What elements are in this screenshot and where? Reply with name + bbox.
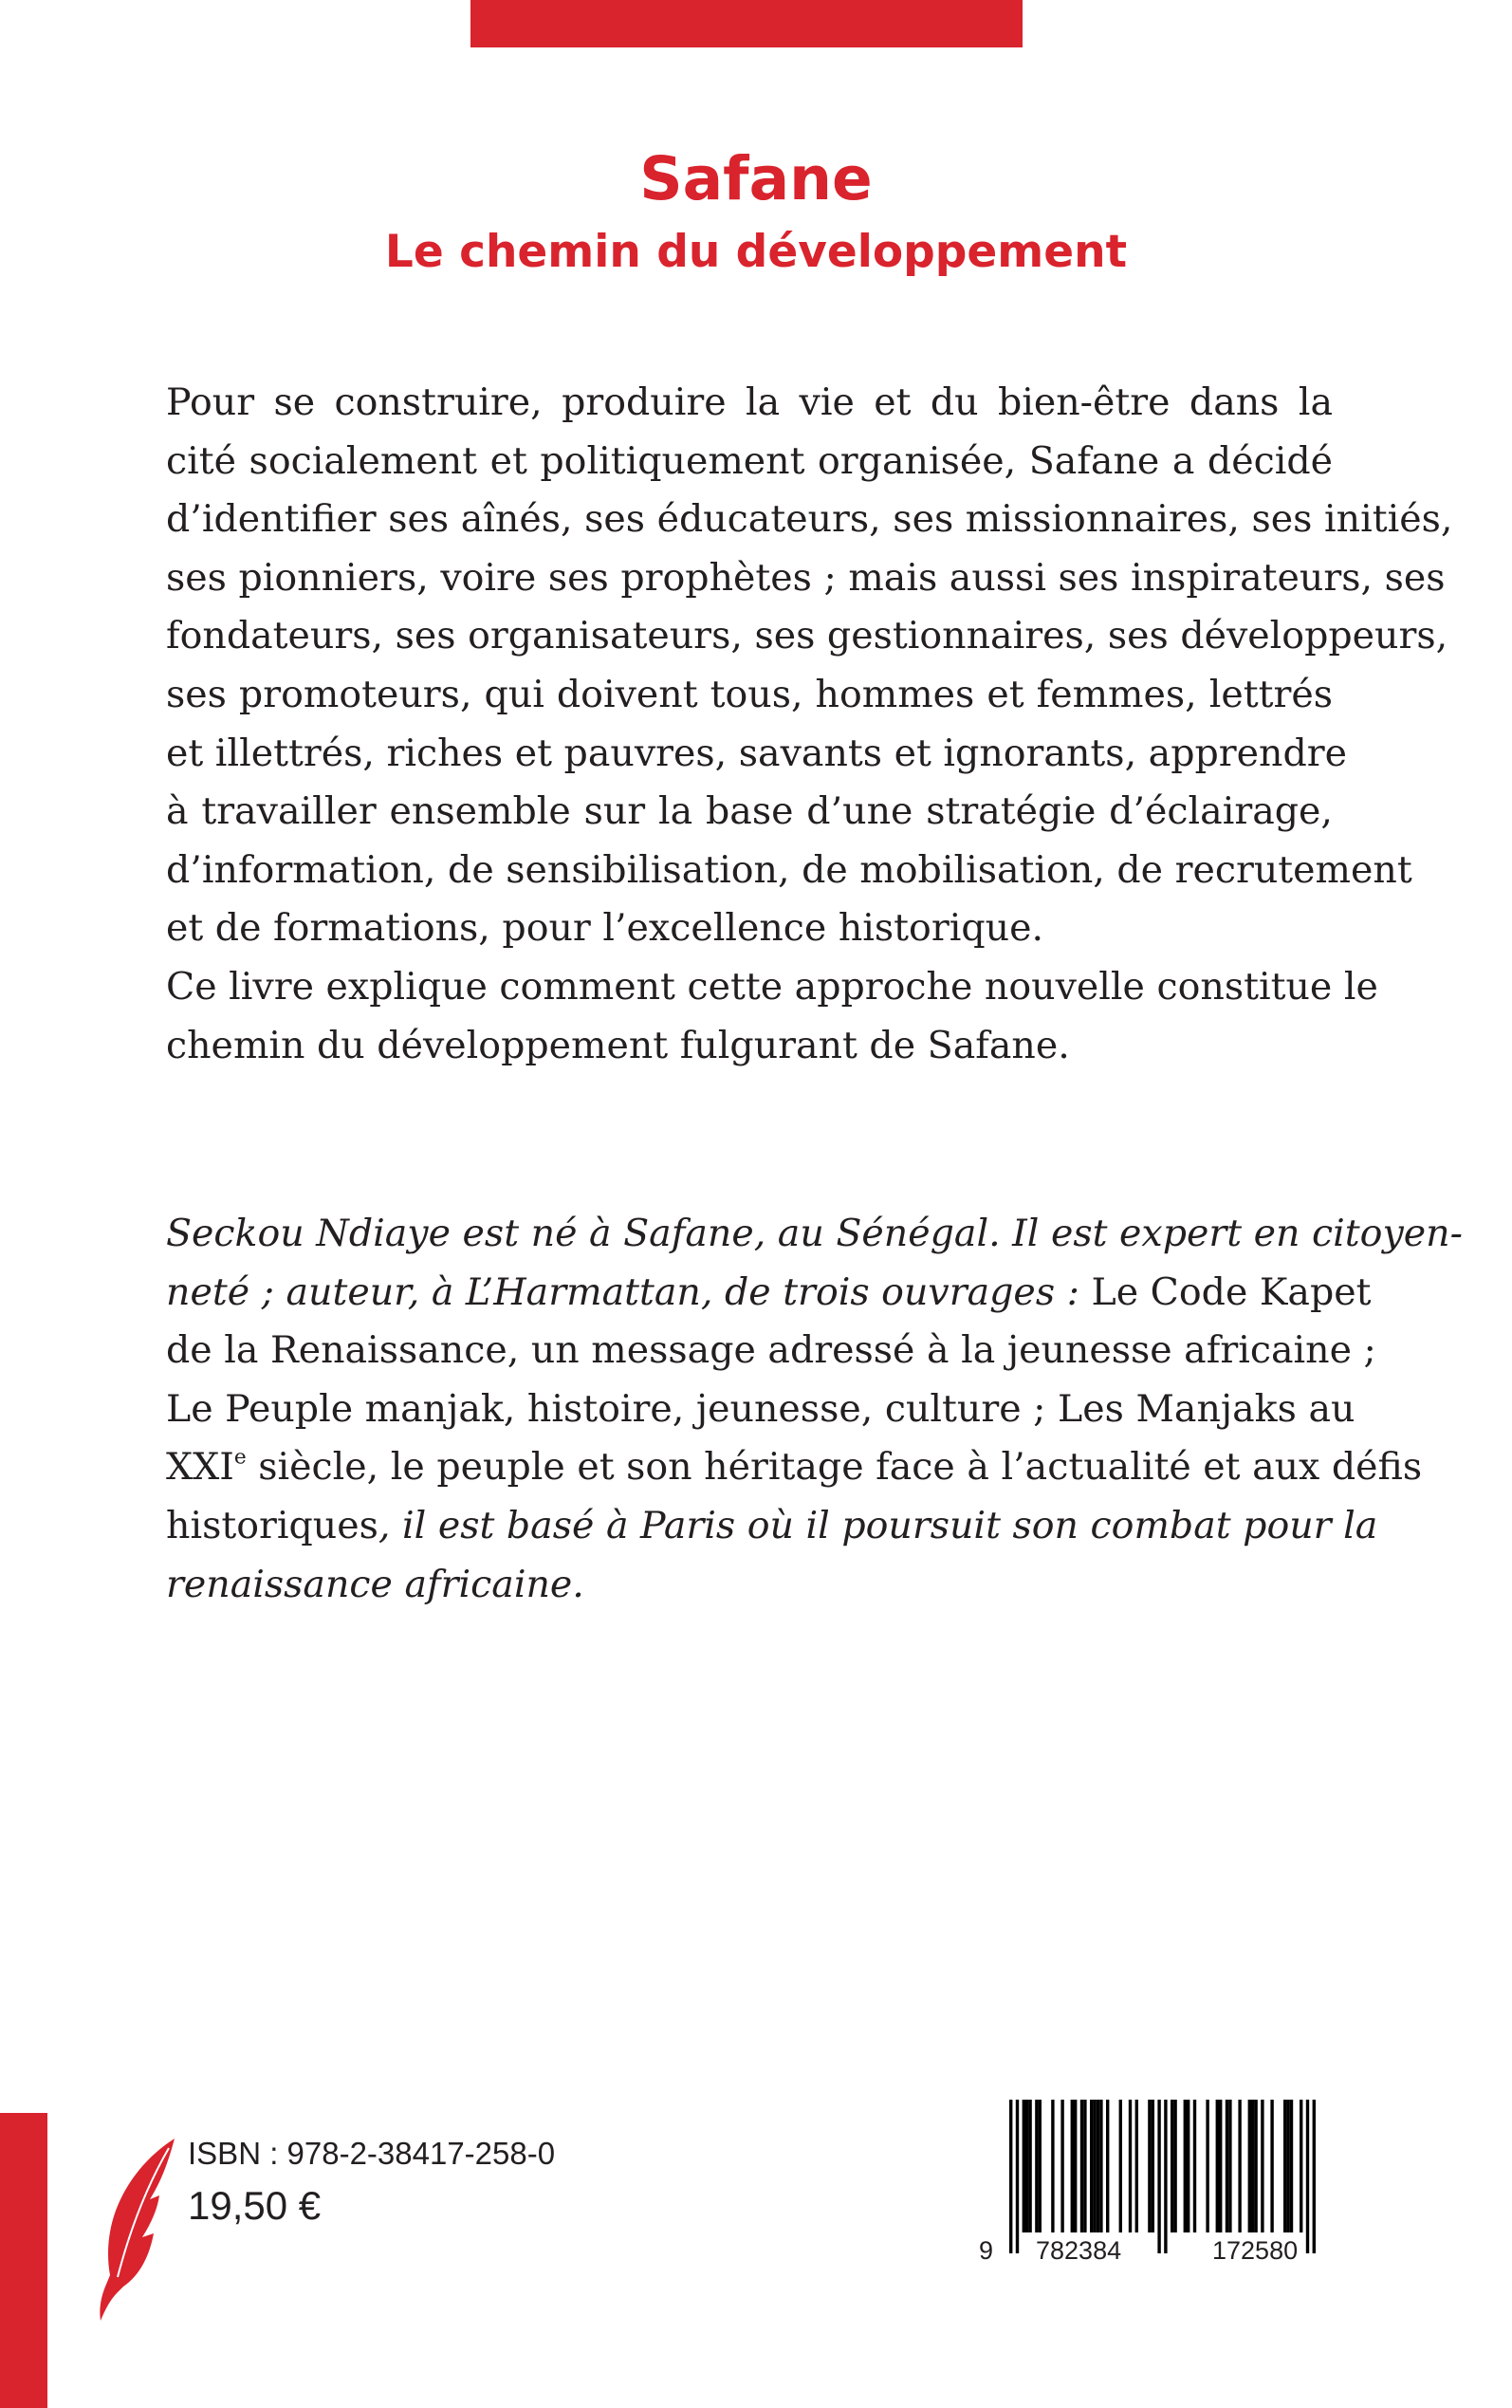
description-line: et de formations, pour l’excellence historique. [166, 906, 1044, 951]
bio-line: renaissance africaine. [166, 1562, 584, 1606]
barcode-left-group: 782384 [1036, 2236, 1122, 2265]
description-line: Pour se construire, produire la vie et du bien-être dans la [166, 380, 1333, 424]
description-line: d’identifier ses aînés, ses éducateurs, ses missionnaires, ses initiés, [166, 497, 1453, 542]
book-price: 19,50 € [188, 2183, 322, 2228]
book-description [166, 374, 1453, 1075]
bio-line [166, 1264, 1372, 1323]
bio-line: Seckou Ndiaye est né à Safane, au Sénégal. Il est expert en citoyen- [166, 1212, 1463, 1255]
bio-book-title: Le Code Kapet [1079, 1269, 1372, 1314]
bio-book-title: siècle, le peuple et son héritage face à l’actualité et aux défis [246, 1445, 1423, 1490]
bio-superscript: e [233, 1446, 247, 1471]
description-line: et illettrés, riches et pauvres, savants et ignorants, apprendre [166, 731, 1348, 775]
description-line: cité socialement et politiquement organisée, Safane a décidé [166, 438, 1333, 483]
bottom-left-accent-bar [0, 2113, 47, 2408]
barcode-digits [977, 2100, 1332, 2270]
description-line: Ce livre explique comment cette approche nouvelle constitue le [166, 964, 1378, 1009]
bio-italic-text: , il est basé à Paris où il poursuit son combat pour la [378, 1503, 1378, 1547]
barcode-lead-digit: 9 [979, 2236, 994, 2265]
description-line: d’information, de sensibilisation, de mobilisation, de recrutement [166, 847, 1412, 892]
ean-barcode [977, 2100, 1332, 2270]
bio-century: XXI [166, 1445, 234, 1490]
description-line: ses promoteurs, qui doivent tous, hommes et femmes, lettrés [166, 672, 1333, 716]
quill-feather-icon [93, 2135, 180, 2325]
bio-line [166, 1438, 1423, 1497]
description-line: chemin du développement fulgurant de Safane. [166, 1023, 1070, 1067]
author-biography [166, 1205, 1463, 1614]
bio-line [166, 1497, 1378, 1556]
isbn-number: ISBN : 978-2-38417-258-0 [188, 2136, 556, 2171]
book-subtitle: Le chemin du développement [384, 226, 1128, 278]
top-accent-band [470, 0, 1023, 47]
bio-italic-text: neté ; auteur, à L’Harmattan, de trois ouvrages : [166, 1269, 1079, 1314]
bio-book-title: historiques [166, 1503, 378, 1547]
barcode-right-group: 172580 [1212, 2236, 1299, 2265]
description-line: à travailler ensemble sur la base d’une stratégie d’éclairage, [166, 789, 1333, 834]
bio-line: de la Renaissance, un message adressé à la jeunesse africaine ; [166, 1328, 1376, 1373]
bio-line: Le Peuple manjak, histoire, jeunesse, culture ; Les Manjaks au [166, 1386, 1355, 1431]
description-line: ses pionniers, voire ses prophètes ; mais aussi ses inspirateurs, ses [166, 555, 1446, 600]
book-title: Safane [639, 144, 873, 213]
description-line: fondateurs, ses organisateurs, ses gestionnaires, ses développeurs, [166, 614, 1448, 658]
